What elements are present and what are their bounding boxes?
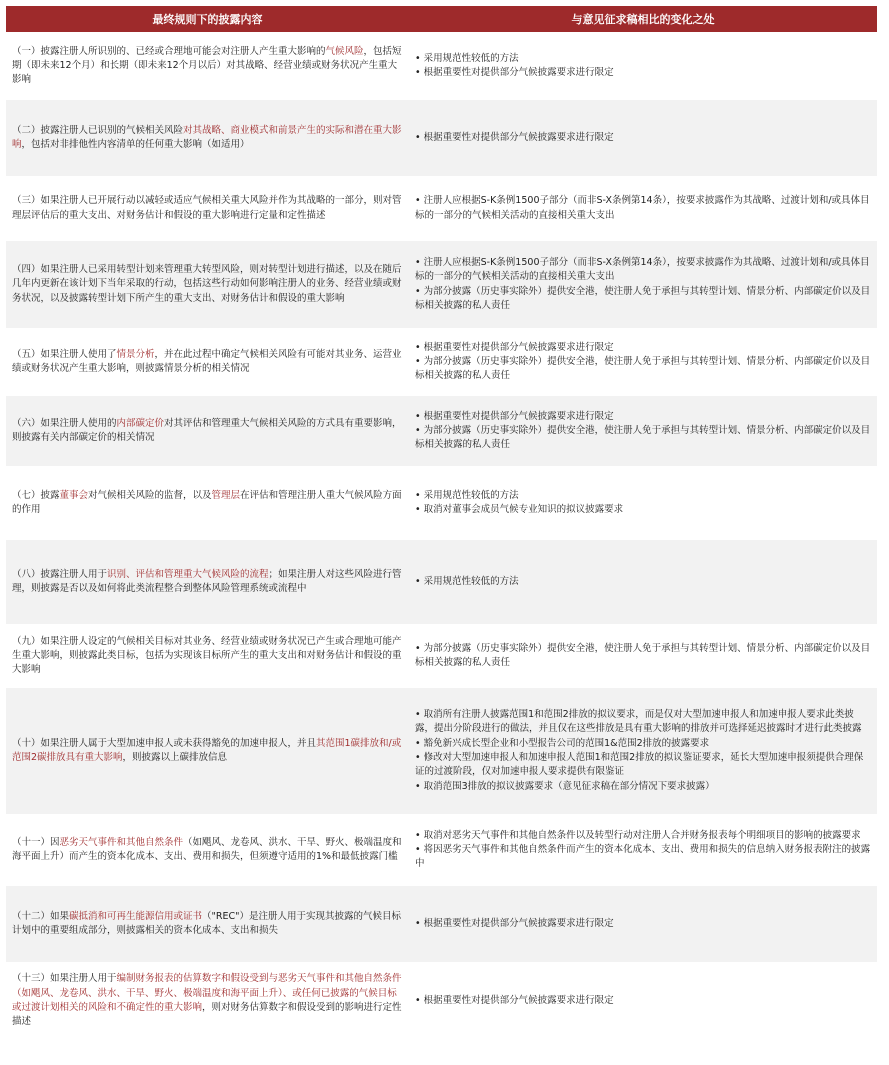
content-text: 对气候相关风险的监督，以及 bbox=[88, 489, 212, 501]
change-cell bbox=[409, 487, 877, 520]
content-text: ，则披露以上碳排放信息 bbox=[122, 752, 228, 763]
change-bullet: • 取消对恶劣天气事件和其他自然条件以及转型行动对注册人合并财务报表每个明细项目的影响的披露要求 bbox=[415, 829, 861, 841]
content-text: 在评估和管理注册人重大气候风险方面的作用 bbox=[12, 489, 402, 515]
content-text: （如飓风、龙卷风、洪水、干旱、野火、极端温度和海平面上升）而产生的资本化成本、支出、费用和损失，但须遵守适用的1%和最低披露门槛 bbox=[12, 836, 402, 862]
change-cell bbox=[409, 129, 877, 147]
disclosure-content-cell bbox=[6, 633, 409, 680]
change-cell bbox=[409, 915, 877, 933]
disclosure-table bbox=[6, 6, 877, 1040]
content-text: （五）如果注册人使用了 bbox=[12, 348, 117, 360]
table-row bbox=[6, 396, 877, 466]
disclosure-content-cell bbox=[6, 487, 409, 520]
change-cell bbox=[409, 192, 877, 225]
table-row bbox=[6, 886, 877, 962]
highlighted-text: 情景分析 bbox=[116, 348, 155, 360]
change-bullet: • 为部分披露（历史事实除外）提供安全港，使注册人免于承担与其转型计划、情景分析、内部碳定价以及目标相关披露的私人责任 bbox=[415, 642, 871, 668]
change-bullet: • 根据重要性对提供部分气候披露要求进行限定 bbox=[415, 341, 614, 353]
change-bullet: • 采用规范性较低的方法 bbox=[415, 575, 519, 587]
content-text: 对其评估和管理重大气候相关风险的方式具有重要影响，则披露有关内部碳定价的相关情况 bbox=[12, 417, 402, 443]
content-text: ，则对财务估算数字和假设受到的影响进行定性描述 bbox=[12, 1002, 402, 1028]
content-text: （一）披露注册人所识别的、已经或合理地可能会对注册人产生重大影响的 bbox=[12, 45, 326, 57]
content-text: ；如果注册人对这些风险进行管理，则披露是否以及如何将此类流程整合到整体风险管理系统或流程中 bbox=[12, 568, 402, 594]
content-text: （八）披露注册人用于 bbox=[12, 568, 108, 580]
table-row bbox=[6, 962, 877, 1040]
highlighted-text: 董事会 bbox=[59, 489, 89, 501]
content-text: （十三）如果注册人用于 bbox=[12, 973, 117, 985]
disclosure-content-cell bbox=[6, 834, 409, 867]
content-text: ，包括短期（即未来12个月）和长期（即未来12个月以后）对其战略、经营业绩或财务状况产生重大影响 bbox=[12, 45, 402, 86]
table-row bbox=[6, 540, 877, 624]
header-col-changes: 与意见征求稿相比的变化之处 bbox=[571, 13, 715, 26]
change-bullet: • 将因恶劣天气事件和其他自然条件而产生的资本化成本、支出、费用和损失的信息纳入财务报表附注的披露中 bbox=[415, 843, 871, 870]
highlighted-text: 内部碳定价 bbox=[116, 417, 165, 429]
disclosure-content-cell bbox=[6, 261, 409, 308]
change-bullet: • 为部分披露（历史事实除外）提供安全港，使注册人免于承担与其转型计划、情景分析、内部碳定价以及目标相关披露的私人责任 bbox=[415, 285, 871, 311]
table-row bbox=[6, 466, 877, 540]
disclosure-content-cell bbox=[6, 43, 409, 90]
highlighted-text: 对其战略、商业模式和前景产生的实际和潜在重大影响 bbox=[12, 124, 402, 150]
change-cell bbox=[409, 573, 877, 591]
disclosure-content-cell bbox=[6, 735, 409, 768]
content-text: （十一）因 bbox=[12, 836, 60, 848]
content-text: （十二）如果 bbox=[12, 910, 70, 922]
change-bullet: • 根据重要性对提供部分气候披露要求进行限定 bbox=[415, 131, 614, 143]
change-bullet: • 根据重要性对提供部分气候披露要求进行限定 bbox=[415, 410, 614, 422]
disclosure-content-cell bbox=[6, 346, 409, 379]
change-cell bbox=[409, 706, 877, 796]
change-cell bbox=[409, 339, 877, 386]
change-bullet: • 根据重要性对提供部分气候披露要求进行限定 bbox=[415, 917, 614, 929]
table-row bbox=[6, 624, 877, 688]
content-text: （十）如果注册人属于大型加速申报人或未获得豁免的加速申报人，并且 bbox=[12, 737, 317, 749]
content-text: （六）如果注册人使用的 bbox=[12, 417, 117, 429]
change-bullet: • 取消范围3排放的拟议披露要求（意见征求稿在部分情况下要求披露） bbox=[415, 780, 715, 792]
disclosure-content-cell bbox=[6, 415, 409, 448]
change-bullet: • 注册人应根据S-K条例1500子部分（而非S-X条例第14条），按要求披露作为其战略、过渡计划和/或具体目标的一部分的气候相关活动的直接相关重大支出 bbox=[415, 256, 870, 283]
table-row bbox=[6, 100, 877, 176]
disclosure-content-cell bbox=[6, 122, 409, 155]
change-bullet: • 取消对董事会成员气候专业知识的拟议披露要求 bbox=[415, 504, 624, 515]
change-bullet: • 根据重要性对提供部分气候披露要求进行限定 bbox=[415, 67, 614, 78]
change-bullet: • 修改对大型加速申报人和加速申报人范围1和范围2排放的拟议鉴证要求，延长大型加速申报须提供合理保证的过渡阶段，仅对加速申报人要求提供有限鉴证 bbox=[415, 752, 864, 778]
highlighted-text: 编制财务报表的估算数字和假设受到与恶劣天气事件和其他自然条件（如飓风、龙卷风、洪水、干旱、野火、极端温度和海平面上升）、或任何已披露的气候目标或过渡计划相关的风险和不确定性的重大影响 bbox=[12, 973, 402, 1013]
change-bullet: • 为部分披露（历史事实除外）提供安全港，使注册人免于承担与其转型计划、情景分析、内部碳定价以及目标相关披露的私人责任 bbox=[415, 355, 871, 382]
highlighted-text: 识别、评估和管理重大气候风险的流程 bbox=[107, 568, 269, 580]
content-text: （二）披露注册人已识别的气候相关风险 bbox=[12, 124, 184, 136]
table-row bbox=[6, 688, 877, 814]
change-bullet: • 采用规范性较低的方法 bbox=[415, 489, 519, 501]
content-text: ，包括对非排他性内容清单的任何重大影响（如适用） bbox=[21, 139, 250, 150]
disclosure-content-cell bbox=[6, 970, 409, 1031]
content-text: （九）如果注册人设定的气候相关目标对其业务、经营业绩或财务状况已产生或合理地可能产生重大影响，则披露此类目标，包括为实现该目标所产生的重大支出和对财务估计和假设的重大影响 bbox=[12, 635, 402, 676]
change-bullet: • 为部分披露（历史事实除外）提供安全港，使注册人免于承担与其转型计划、情景分析、内部碳定价以及目标相关披露的私人责任 bbox=[415, 424, 871, 451]
content-text: （"REC"）是注册人用于实现其披露的气候目标计划中的重要组成部分，则披露相关的资本化成本、支出和损失 bbox=[12, 910, 402, 936]
highlighted-text: 气候风险 bbox=[325, 45, 364, 57]
change-bullet: • 根据重要性对提供部分气候披露要求进行限定 bbox=[415, 994, 614, 1006]
change-bullet: • 取消所有注册人披露范围1和范围2排放的拟议要求，而是仅对大型加速申报人和加速申报人要求此类披露，提出分阶段进行的做法，并且仅在这些排放是具有重大影响的排放并可选择延迟披露时才进行此类披露 bbox=[415, 709, 862, 735]
content-text: ，并在此过程中确定气候相关风险有可能对其业务、运营业绩或财务状况产生重大影响，则披露情景分析的相关情况 bbox=[12, 348, 402, 374]
table-row bbox=[6, 328, 877, 396]
change-cell bbox=[409, 408, 877, 455]
disclosure-content-cell bbox=[6, 908, 409, 941]
table-body bbox=[6, 32, 877, 1040]
highlighted-text: 其范围1碳排放和/或范围2碳排放具有重大影响 bbox=[12, 737, 402, 763]
content-text: （四）如果注册人已采用转型计划来管理重大转型风险，则对转型计划进行描述，以及在随后几年内更新在该计划下当年采取的行动，包括这些行动如何影响注册人的业务、经营业绩或财务状况，以及披露转型计划下所产生的重大支出、对财务估计和假设的重大影响 bbox=[12, 264, 402, 304]
table-row bbox=[6, 32, 877, 100]
header-col-final-rule: 最终规则下的披露内容 bbox=[152, 13, 263, 26]
table-row bbox=[6, 814, 877, 886]
change-bullet: • 采用规范性较低的方法 bbox=[415, 52, 519, 64]
change-cell bbox=[409, 992, 877, 1010]
change-cell bbox=[409, 640, 877, 673]
content-text: （三）如果注册人已开展行动以减轻或适应气候相关重大风险并作为其战略的一部分，则对管理层评估后的重大支出、对财务估计和假设的重大影响进行定量和定性描述 bbox=[12, 195, 402, 221]
table-header bbox=[6, 6, 877, 32]
content-text: （七）披露 bbox=[12, 489, 60, 501]
table-row bbox=[6, 176, 877, 241]
disclosure-content-cell bbox=[6, 566, 409, 599]
change-cell bbox=[409, 50, 877, 83]
change-cell bbox=[409, 254, 877, 315]
highlighted-text: 碳抵消和可再生能源信用或证书 bbox=[69, 910, 203, 922]
highlighted-text: 恶劣天气事件和其他自然条件 bbox=[59, 836, 184, 848]
table-row bbox=[6, 241, 877, 328]
change-bullet: • 注册人应根据S-K条例1500子部分（而非S-X条例第14条），按要求披露作为其战略、过渡计划和/或具体目标的一部分的气候相关活动的直接相关重大支出 bbox=[415, 195, 870, 221]
disclosure-content-cell bbox=[6, 192, 409, 225]
change-cell bbox=[409, 827, 877, 874]
change-bullet: • 豁免新兴成长型企业和小型报告公司的范围1&范围2排放的披露要求 bbox=[415, 737, 710, 749]
highlighted-text: 管理层 bbox=[211, 489, 241, 501]
